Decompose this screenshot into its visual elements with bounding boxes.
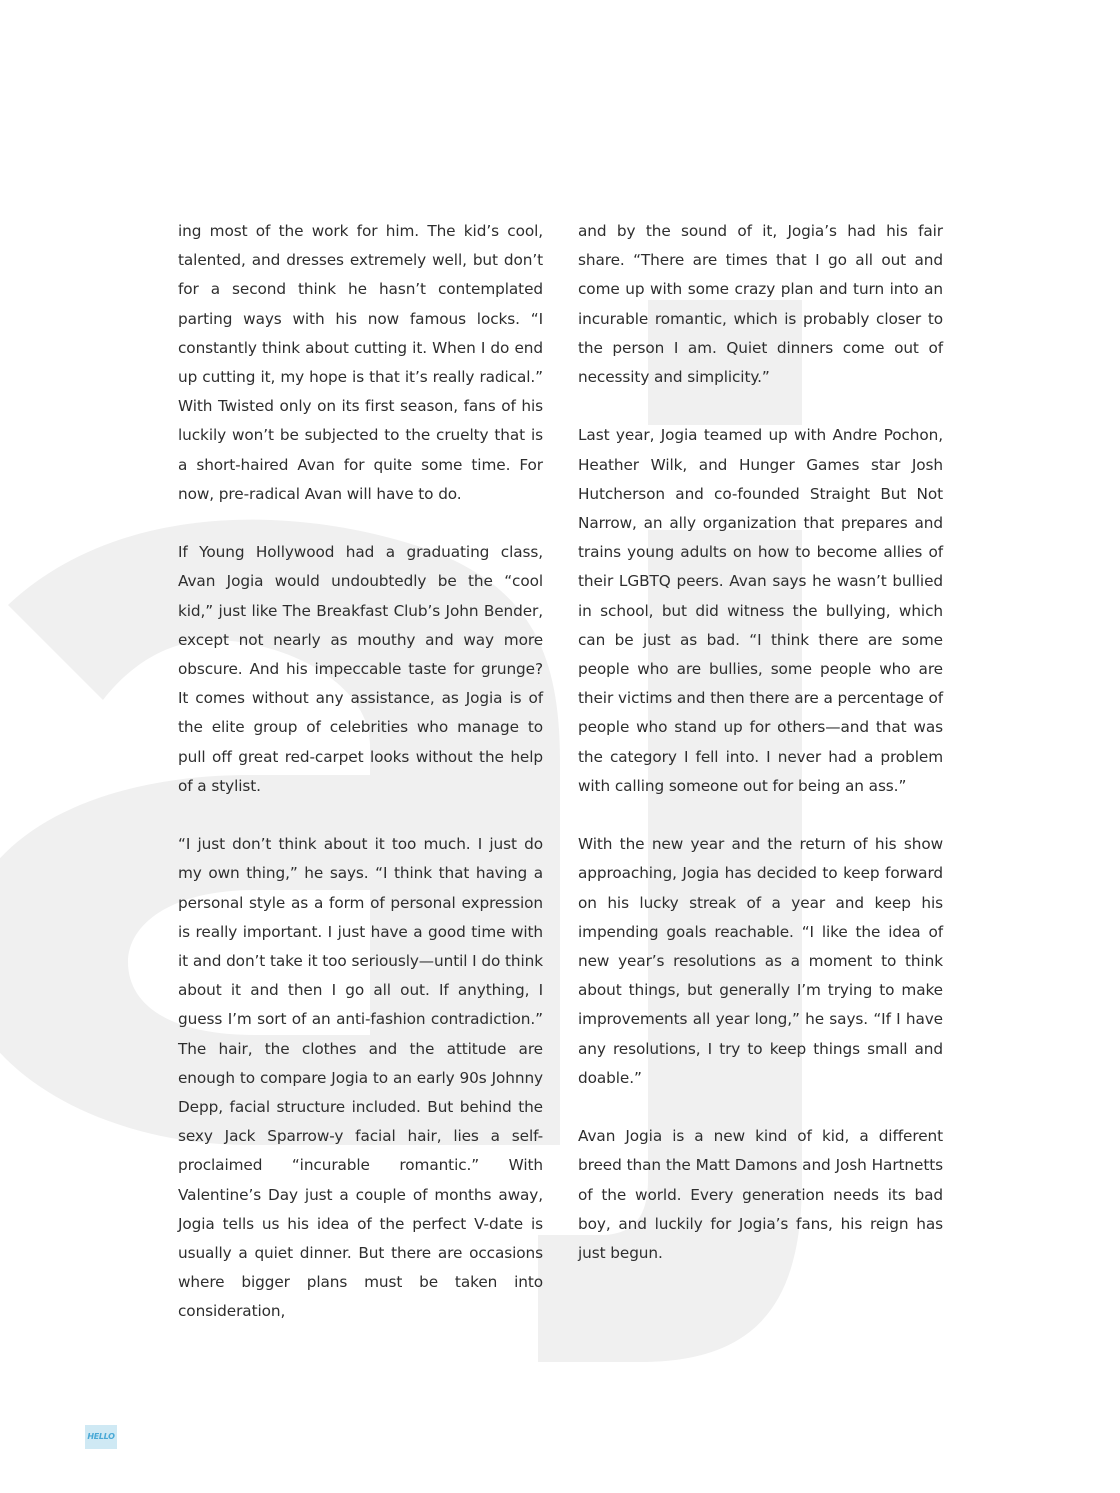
paragraph: If Young Hollywood had a graduating class, Avan Jogia would undoubtedly be the “cool kid,” just like The Breakfast Club’s John Bender, except not nearly as mouthy and way more obscure. And his impeccable taste for grunge? It comes without any assistance, as Jogia is of the elite group of celebrities who manage to pull off great red-carpet looks without the help of a stylist. bbox=[178, 543, 543, 795]
paragraph: ing most of the work for him. The kid’s cool, talented, and dresses extremely well, but don’t for a second think he hasn’t contemplated parting ways with his now famous locks. “I constantly think about cutting it. When I do end up cutting it, my hope is that it’s really radical.” With Twisted only on its first season, fans of his luckily won’t be subjected to the cruelty that is a short-haired Avan for quite some time. For now, pre-radical Avan will have to do. bbox=[178, 222, 543, 503]
magazine-logo: HELLO bbox=[85, 1425, 117, 1449]
paragraph: Avan Jogia is a new kind of kid, a different breed than the Matt Damons and Josh Hartnetts of the world. Every generation needs its bad boy, and luckily for Jogia’s fans, his reign has just begun. bbox=[578, 1127, 943, 1263]
paragraph: “I just don’t think about it too much. I just do my own thing,” he says. “I think that having a personal style as a form of personal expression is really important. I just have a good time with it and don’t take it too seriously—until I do think about it and then I go all out. If anything, I guess I’m sort of an anti-fashion contradiction.” The hair, the clothes and the attitude are enough to compare Jogia to an early 90s Johnny Depp, facial structure included. But behind the sexy Jack Sparrow-y facial hair, lies a self-proclaimed “incurable romantic.” With Valentine’s Day just a couple of months away, Jogia tells us his idea of the perfect V-date is usually a quiet dinner. But there are occasions where bigger plans must be taken into consideration, bbox=[178, 835, 543, 1321]
article-column-right bbox=[578, 217, 943, 1268]
paragraph: With the new year and the return of his show approaching, Jogia has decided to keep forward on his lucky streak of a year and keep his impending goals reachable. “I like the idea of new year’s resolutions as a moment to think about things, but generally I’m trying to make improvements all year long,” he says. “If I have any resolutions, I try to keep things small and doable.” bbox=[578, 835, 943, 1087]
article-column-left bbox=[178, 217, 543, 1327]
paragraph: and by the sound of it, Jogia’s had his fair share. “There are times that I go all out and come up with some crazy plan and turn into an incurable romantic, which is probably closer to the person I am. Quiet dinners come out of necessity and simplicity.” bbox=[578, 222, 943, 387]
paragraph: Last year, Jogia teamed up with Andre Pochon, Heather Wilk, and Hunger Games star Josh Hutcherson and co-founded Straight But Not Narrow, an ally organization that prepares and trains young adults on how to become allies of their LGBTQ peers. Avan says he wasn’t bullied in school, but did witness the bullying, which can be just as bad. “I think there are some people who are bullies, some people who are their victims and then there are a percentage of people who stand up for others—and that was the category I fell into. I never had a problem with calling someone out for being an ass.” bbox=[578, 426, 943, 795]
